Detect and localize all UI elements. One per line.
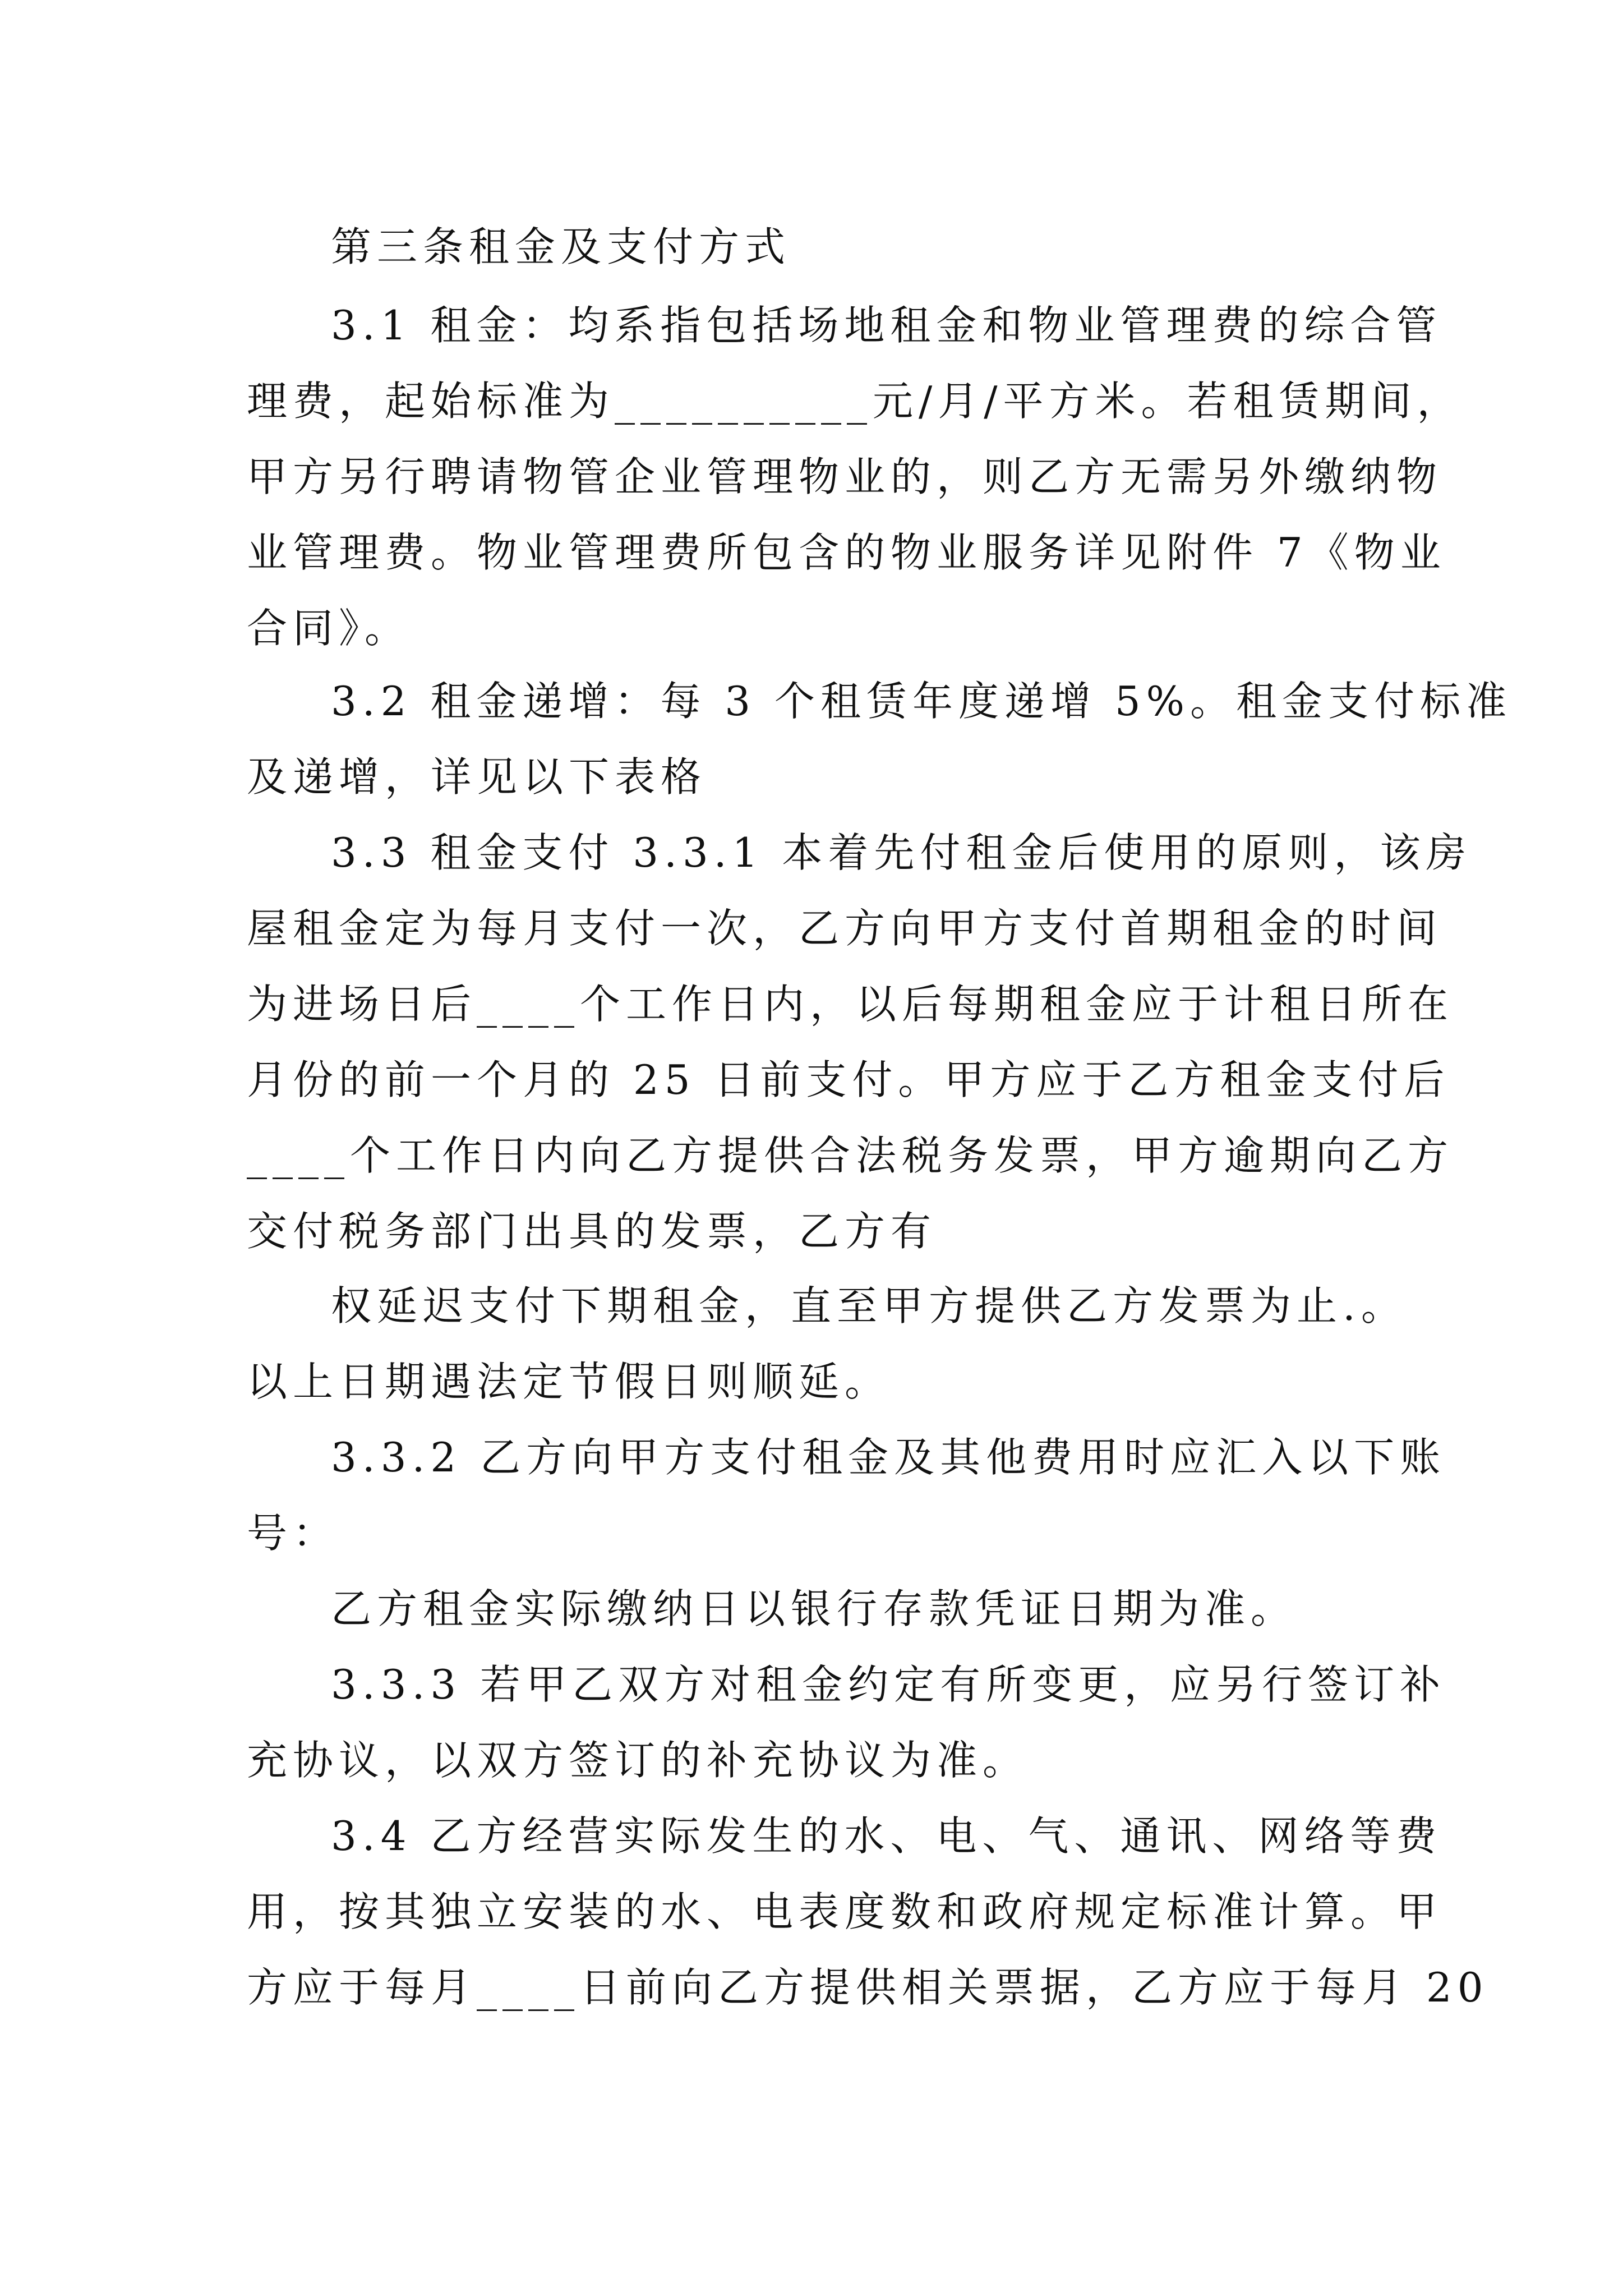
paragraph-line: 方应于每月____日前向乙方提供相关票据，乙方应于每月 20 bbox=[247, 1964, 1489, 2011]
paragraph-line: 月份的前一个月的 25 日前支付。甲方应于乙方租金支付后 bbox=[247, 1056, 1450, 1103]
paragraph-line: 交付税务部门出具的发票，乙方有 bbox=[247, 1208, 937, 1255]
paragraph-line: 以上日期遇法定节假日则顺延。 bbox=[247, 1358, 891, 1405]
paragraph-line: 甲方另行聘请物管企业管理物业的，则乙方无需另外缴纳物 bbox=[247, 453, 1443, 500]
paragraph-line: 合同》。 bbox=[247, 605, 411, 652]
section-heading: 第三条租金及支付方式 bbox=[331, 223, 791, 270]
paragraph-line: 用，按其独立安装的水、电表度数和政府规定标准计算。甲 bbox=[247, 1888, 1443, 1935]
paragraph-line: 业管理费。物业管理费所包含的物业服务详见附件 7《物业 bbox=[247, 529, 1446, 576]
paragraph-line: 3.2 租金递增：每 3 个租赁年度递增 5%。租金支付标准 bbox=[331, 678, 1513, 725]
paragraph-line: 屋租金定为每月支付一次，乙方向甲方支付首期租金的时间 bbox=[247, 905, 1443, 952]
paragraph-line: 3.3 租金支付 3.3.1 本着先付租金后使用的原则，该房 bbox=[331, 829, 1472, 876]
paragraph-line: 为进场日后____个工作日内，以后每期租金应于计租日所在 bbox=[247, 981, 1454, 1028]
paragraph-line: 理费，起始标准为__________元/月/平方米。若租赁期间， bbox=[247, 378, 1463, 425]
paragraph-line: 3.1 租金：均系指包括场地租金和物业管理费的综合管 bbox=[331, 302, 1442, 349]
paragraph-line: 充协议，以双方签订的补充协议为准。 bbox=[247, 1737, 1029, 1784]
paragraph-line: 3.3.3 若甲乙双方对租金约定有所变更，应另行签订补 bbox=[331, 1661, 1446, 1708]
paragraph-line: 号： bbox=[247, 1510, 339, 1557]
paragraph-line: 3.3.2 乙方向甲方支付租金及其他费用时应汇入以下账 bbox=[331, 1434, 1446, 1481]
paragraph-line: ____个工作日内向乙方提供合法税务发票，甲方逾期向乙方 bbox=[247, 1132, 1454, 1179]
paragraph-line: 及递增，详见以下表格 bbox=[247, 753, 707, 800]
paragraph-line: 乙方租金实际缴纳日以银行存款凭证日期为准。 bbox=[331, 1585, 1297, 1632]
paragraph-line: 3.4 乙方经营实际发生的水、电、气、通讯、网络等费 bbox=[331, 1812, 1442, 1860]
paragraph-line: 权延迟支付下期租金，直至甲方提供乙方发票为止.。 bbox=[331, 1282, 1407, 1329]
